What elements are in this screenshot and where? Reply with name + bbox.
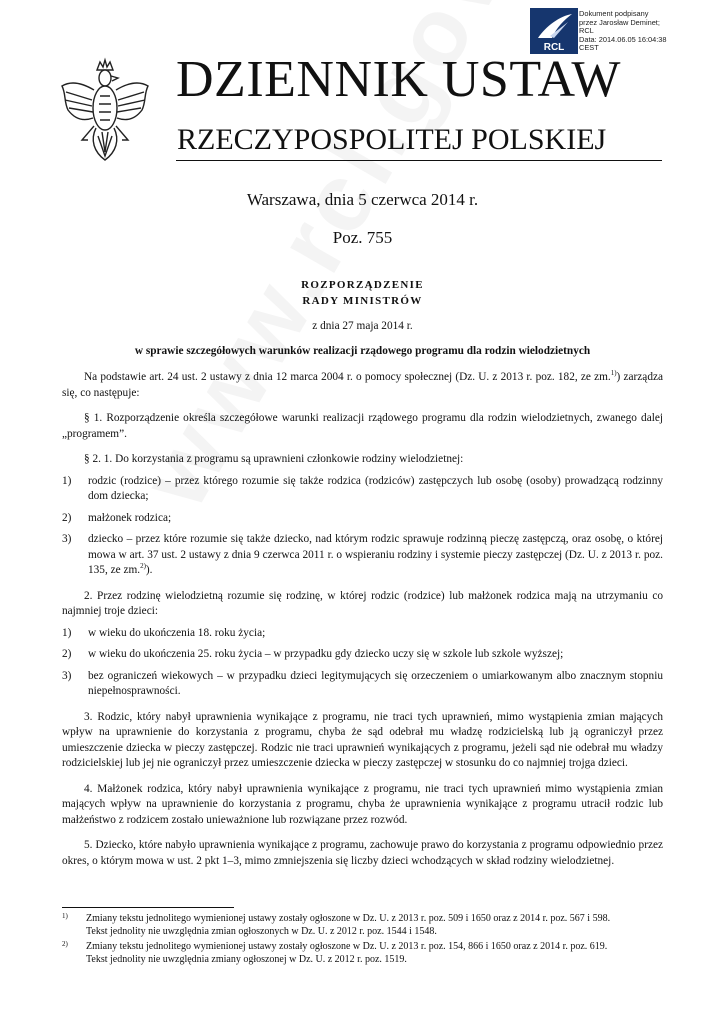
section-2-2: 2. Przez rodzinę wielodzietną rozumie się rodzinę, w której rodzic (rodzice) lub małżonek rodzica mają na utrzymaniu co najmniej troje dzieci: — [62, 589, 663, 617]
list-item — [62, 647, 663, 663]
footnote — [62, 940, 663, 966]
signature-line: Data: 2014.06.05 16:04:38 — [579, 34, 667, 44]
list-item-text: w wieku do ukończenia 18. roku życia; — [88, 626, 266, 639]
signature-text — [579, 10, 719, 53]
footnotes — [62, 912, 663, 968]
rcl-signature-logo — [530, 8, 578, 54]
signature-line: CEST — [579, 43, 599, 53]
signature-line: przez Jarosław Deminet; — [579, 17, 660, 27]
signature-line: Dokument podpisany — [579, 9, 649, 18]
list-item-number: 3) — [62, 533, 72, 545]
footnote-rule — [62, 907, 234, 908]
list-item — [62, 626, 663, 642]
list-item-text: małżonek rodzica; — [88, 511, 172, 524]
footnote-text: Tekst jednolity nie uwzględnia zmian ogłoszonych w Dz. U. z 2012 r. poz. 1544 i 1548. — [86, 926, 437, 937]
footnote — [62, 912, 663, 938]
list-item — [62, 532, 663, 579]
footnote-text: Tekst jednolity nie uwzględnia zmiany ogłoszonej w Dz. U. z 2012 r. poz. 1519. — [86, 954, 407, 965]
act-type: ROZPORZĄDZENIE — [301, 279, 424, 291]
footnote-text: Zmiany tekstu jednolitego wymienionej ustawy zostały ogłoszone w Dz. U. z 2013 r. poz. 509 i 1650 oraz z 2014 r. poz. 567 i 598. — [86, 913, 611, 924]
list-item-number: 3) — [62, 669, 72, 682]
polish-eagle-emblem-icon — [58, 56, 152, 166]
list-item-text: dziecko – przez które rozumie się także dziecko, nad którym rodzic sprawuje rodzinną pieczę zastępczą, oraz osobę, o której mowa w art. 37 ust. 2 ustawy z dnia 9 czerwca 2011 r. o wspieraniu rodziny i systemie pieczy zastępczej (Dz. U. z 2013 r. poz. 135, ze zm. — [88, 533, 663, 576]
list-item-text: w wieku do ukończenia 25. roku życia – w przypadku gdy dziecko uczy się w szkole lub szkole wyższej; — [88, 648, 564, 660]
section-1: § 1. Rozporządzenie określa szczegółowe warunki realizacji rządowego programu dla rodzin wielodzietnych, zwanego dalej „programem”. — [62, 412, 663, 440]
act-issuer: RADY MINISTRÓW — [302, 294, 423, 307]
publication-title: DZIENNIK USTAW — [176, 51, 621, 108]
act-subject: w sprawie szczegółowych warunków realizacji rządowego programu dla rodzin wielodzietnych — [134, 344, 591, 357]
intro-paragraph — [62, 370, 663, 401]
list-item-number: 2) — [62, 511, 72, 524]
list-item — [62, 474, 663, 505]
rcl-logo-text: RCL — [543, 42, 565, 53]
signature-line: RCL — [579, 26, 594, 36]
list-item-number: 1) — [62, 474, 72, 487]
footnote-ref: 2) — [140, 562, 146, 571]
document-body — [62, 278, 663, 869]
footnote-number: 2) — [62, 940, 68, 948]
list-item-number: 2) — [62, 648, 72, 660]
section-2-4: 4. Małżonek rodzica, który nabył uprawnienia wynikające z programu, nie traci tych uprawnień mimo wystąpienia zmian mających wpływ na uprawnienie do korzystania z programu, chyba że uprawnienia wynikające z programu utracił rodzic lub małżeństwo z rodzicem zostało unieważnione lub rozwiązane przez rozwód. — [62, 782, 663, 826]
intro-text-end: ) zarządza się, co następuje: — [62, 371, 663, 399]
list-item — [62, 669, 663, 700]
footnote-ref: 1) — [610, 369, 617, 378]
section-2-3: 3. Rodzic, który nabył uprawnienia wynikające z programu, nie traci tych uprawnień, mimo wystąpienia zmian mających wpływ na uprawnienie do korzystania z programu, chyba że sąd odebrał mu władzę rodzicielską lub ją ograniczył przez umieszczenie dziecka w pieczy zastępczej. Rodzic nie traci uprawnień wynikających z programu, jeżeli sąd nie odebrał mu władzy rodzicielskiej lub jej nie ograniczył przez umieszczenie dziecka w pieczy zastępczej w stosunku do co najmniej trojga dzieci. — [62, 710, 663, 769]
intro-text: Na podstawie art. 24 ust. 2 ustawy z dnia 12 marca 2004 r. o pomocy społecznej (Dz. U. z 2013 r. poz. 182, ze zm. — [84, 371, 611, 383]
list-item-number: 1) — [62, 626, 72, 639]
section-2-1: § 2. 1. Do korzystania z programu są uprawnieni członkowie rodziny wielodzietnej: — [84, 453, 464, 465]
list-item-text: bez ograniczeń wiekowych – w przypadku dzieci legitymujących się orzeczeniem o umiarkowanym albo znacznym stopniu niepełnosprawności. — [88, 669, 663, 697]
list-item-text-end: ). — [145, 564, 153, 576]
header-rule — [176, 160, 662, 161]
publication-subtitle: RZECZYPOSPOLITEJ POLSKIEJ — [177, 123, 607, 156]
list-item — [62, 511, 663, 527]
dateline: Warszawa, dnia 5 czerwca 2014 r. — [246, 190, 479, 209]
section-2-5: 5. Dziecko, które nabyło uprawnienia wynikające z programu, zachowuje prawo do korzystania z programu odpowiednio przez okres, o którym mowa w ust. 2 pkt 1–3, mimo zmniejszenia się liczby dzieci wchodzących w skład rodziny wielodzietnej. — [62, 839, 663, 867]
act-date: z dnia 27 maja 2014 r. — [312, 320, 413, 332]
list-item-text: rodzic (rodzice) – przez którego rozumie się także rodzica (rodziców) zastępczych lub osobę (osoby) prowadzącą rodzinny dom dziecka; — [88, 474, 663, 502]
footnote-number: 1) — [62, 912, 68, 920]
position-number: Poz. 755 — [332, 228, 393, 247]
footnote-text: Zmiany tekstu jednolitego wymienionej ustawy zostały ogłoszone w Dz. U. z 2013 r. poz. 154, 866 i 1650 oraz z 2014 r. poz. 619. — [86, 941, 608, 952]
